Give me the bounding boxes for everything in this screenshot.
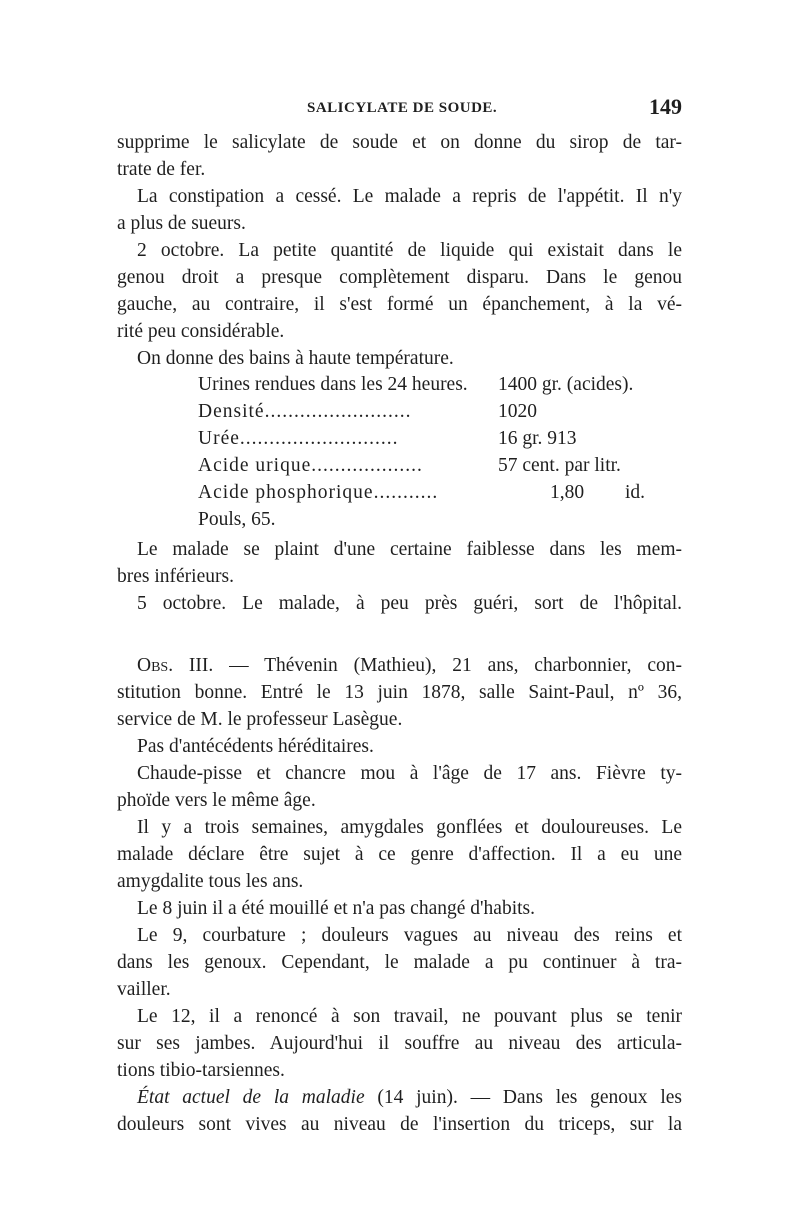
text-line: stitution bonne. Entré le 13 juin 1878, salle Saint-Paul, nº 36, [117,682,682,703]
text-line: genou droit a presque complètement disparu. Dans le genou [117,267,682,288]
text-line: sur ses jambes. Aujourd'hui il souffre au niveau des articula- [117,1033,682,1054]
text-line: supprime le salicylate de soude et on donne du sirop de tar- [117,132,682,153]
text-line: dans les genoux. Cependant, le malade a pu continuer à tra- [117,952,682,973]
text-line: Chaude-pisse et chancre mou à l'âge de 17 ans. Fièvre ty- [137,763,682,784]
page-number: 149 [649,94,682,119]
text-line: Le 12, il a renoncé à son travail, ne pouvant plus se tenir [137,1006,682,1027]
text-line: Le 8 juin il a été mouillé et n'a pas changé d'habits. [137,898,535,919]
text-line: On donne des bains à haute température. [137,348,454,369]
urine-table-row [198,504,698,536]
table-label: Densité......................... [198,401,412,422]
text-line: a plus de sueurs. [117,213,246,234]
text-line: douleurs sont vives au niveau de l'insertion du triceps, sur la [117,1114,682,1135]
text-line: phoïde vers le même âge. [117,790,316,811]
table-label: Urines rendues dans les 24 heures. [198,374,468,395]
table-value: 16 gr. 913 [498,428,577,449]
text-fragment: (14 juin). — Dans les genoux les [364,1087,682,1108]
text-line: vailler. [117,979,171,1000]
table-label: Acide phosphorique........... [198,482,439,503]
text-line: Pas d'antécédents héréditaires. [137,736,374,757]
text-line: trate de fer. [117,159,206,180]
table-value: 1400 gr. (acides). [498,374,634,395]
page-header [117,94,682,124]
running-title: SALICYLATE DE SOUDE. [307,100,498,116]
table-label: Urée........................... [198,428,399,449]
text-line: gauche, au contraire, il s'est formé un épanchement, à la vé- [117,294,682,315]
text-line: La constipation a cessé. Le malade a repris de l'appétit. Il n'y [137,186,682,207]
table-label: Acide urique................... [198,455,423,476]
text-line: service de M. le professeur Lasègue. [117,709,403,730]
table-value: 1,80 [550,482,585,503]
text-line: Le 9, courbature ; douleurs vagues au niveau des reins et [137,925,682,946]
text-line: 2 octobre. La petite quantité de liquide qui existait dans le [137,240,682,261]
text-line: amygdalite tous les ans. [117,871,304,892]
text-line: malade déclare être sujet à ce genre d'affection. Il a eu une [117,844,682,865]
table-value-secondary: id. [625,482,646,503]
text-line: tions tibio-tarsiennes. [117,1060,285,1081]
italic-heading: État actuel de la maladie [137,1087,365,1108]
table-value: 57 cent. par litr. [498,455,621,476]
text-fragment: — Thévenin (Mathieu), 21 ans, charbonnier, con- [213,655,682,676]
text-line: Le malade se plaint d'une certaine faiblesse dans les mem- [137,539,682,560]
text-line: Il y a trois semaines, amygdales gonflées et douloureuses. Le [137,817,682,838]
table-label: Pouls, 65. [198,509,276,530]
text-line: 5 octobre. Le malade, à peu près guéri, sort de l'hôpital. [137,593,682,614]
observation-label: Obs. III. [137,655,214,676]
table-value: 1020 [498,401,537,422]
text-line: bres inférieurs. [117,566,234,587]
text-line: rité peu considérable. [117,321,285,342]
